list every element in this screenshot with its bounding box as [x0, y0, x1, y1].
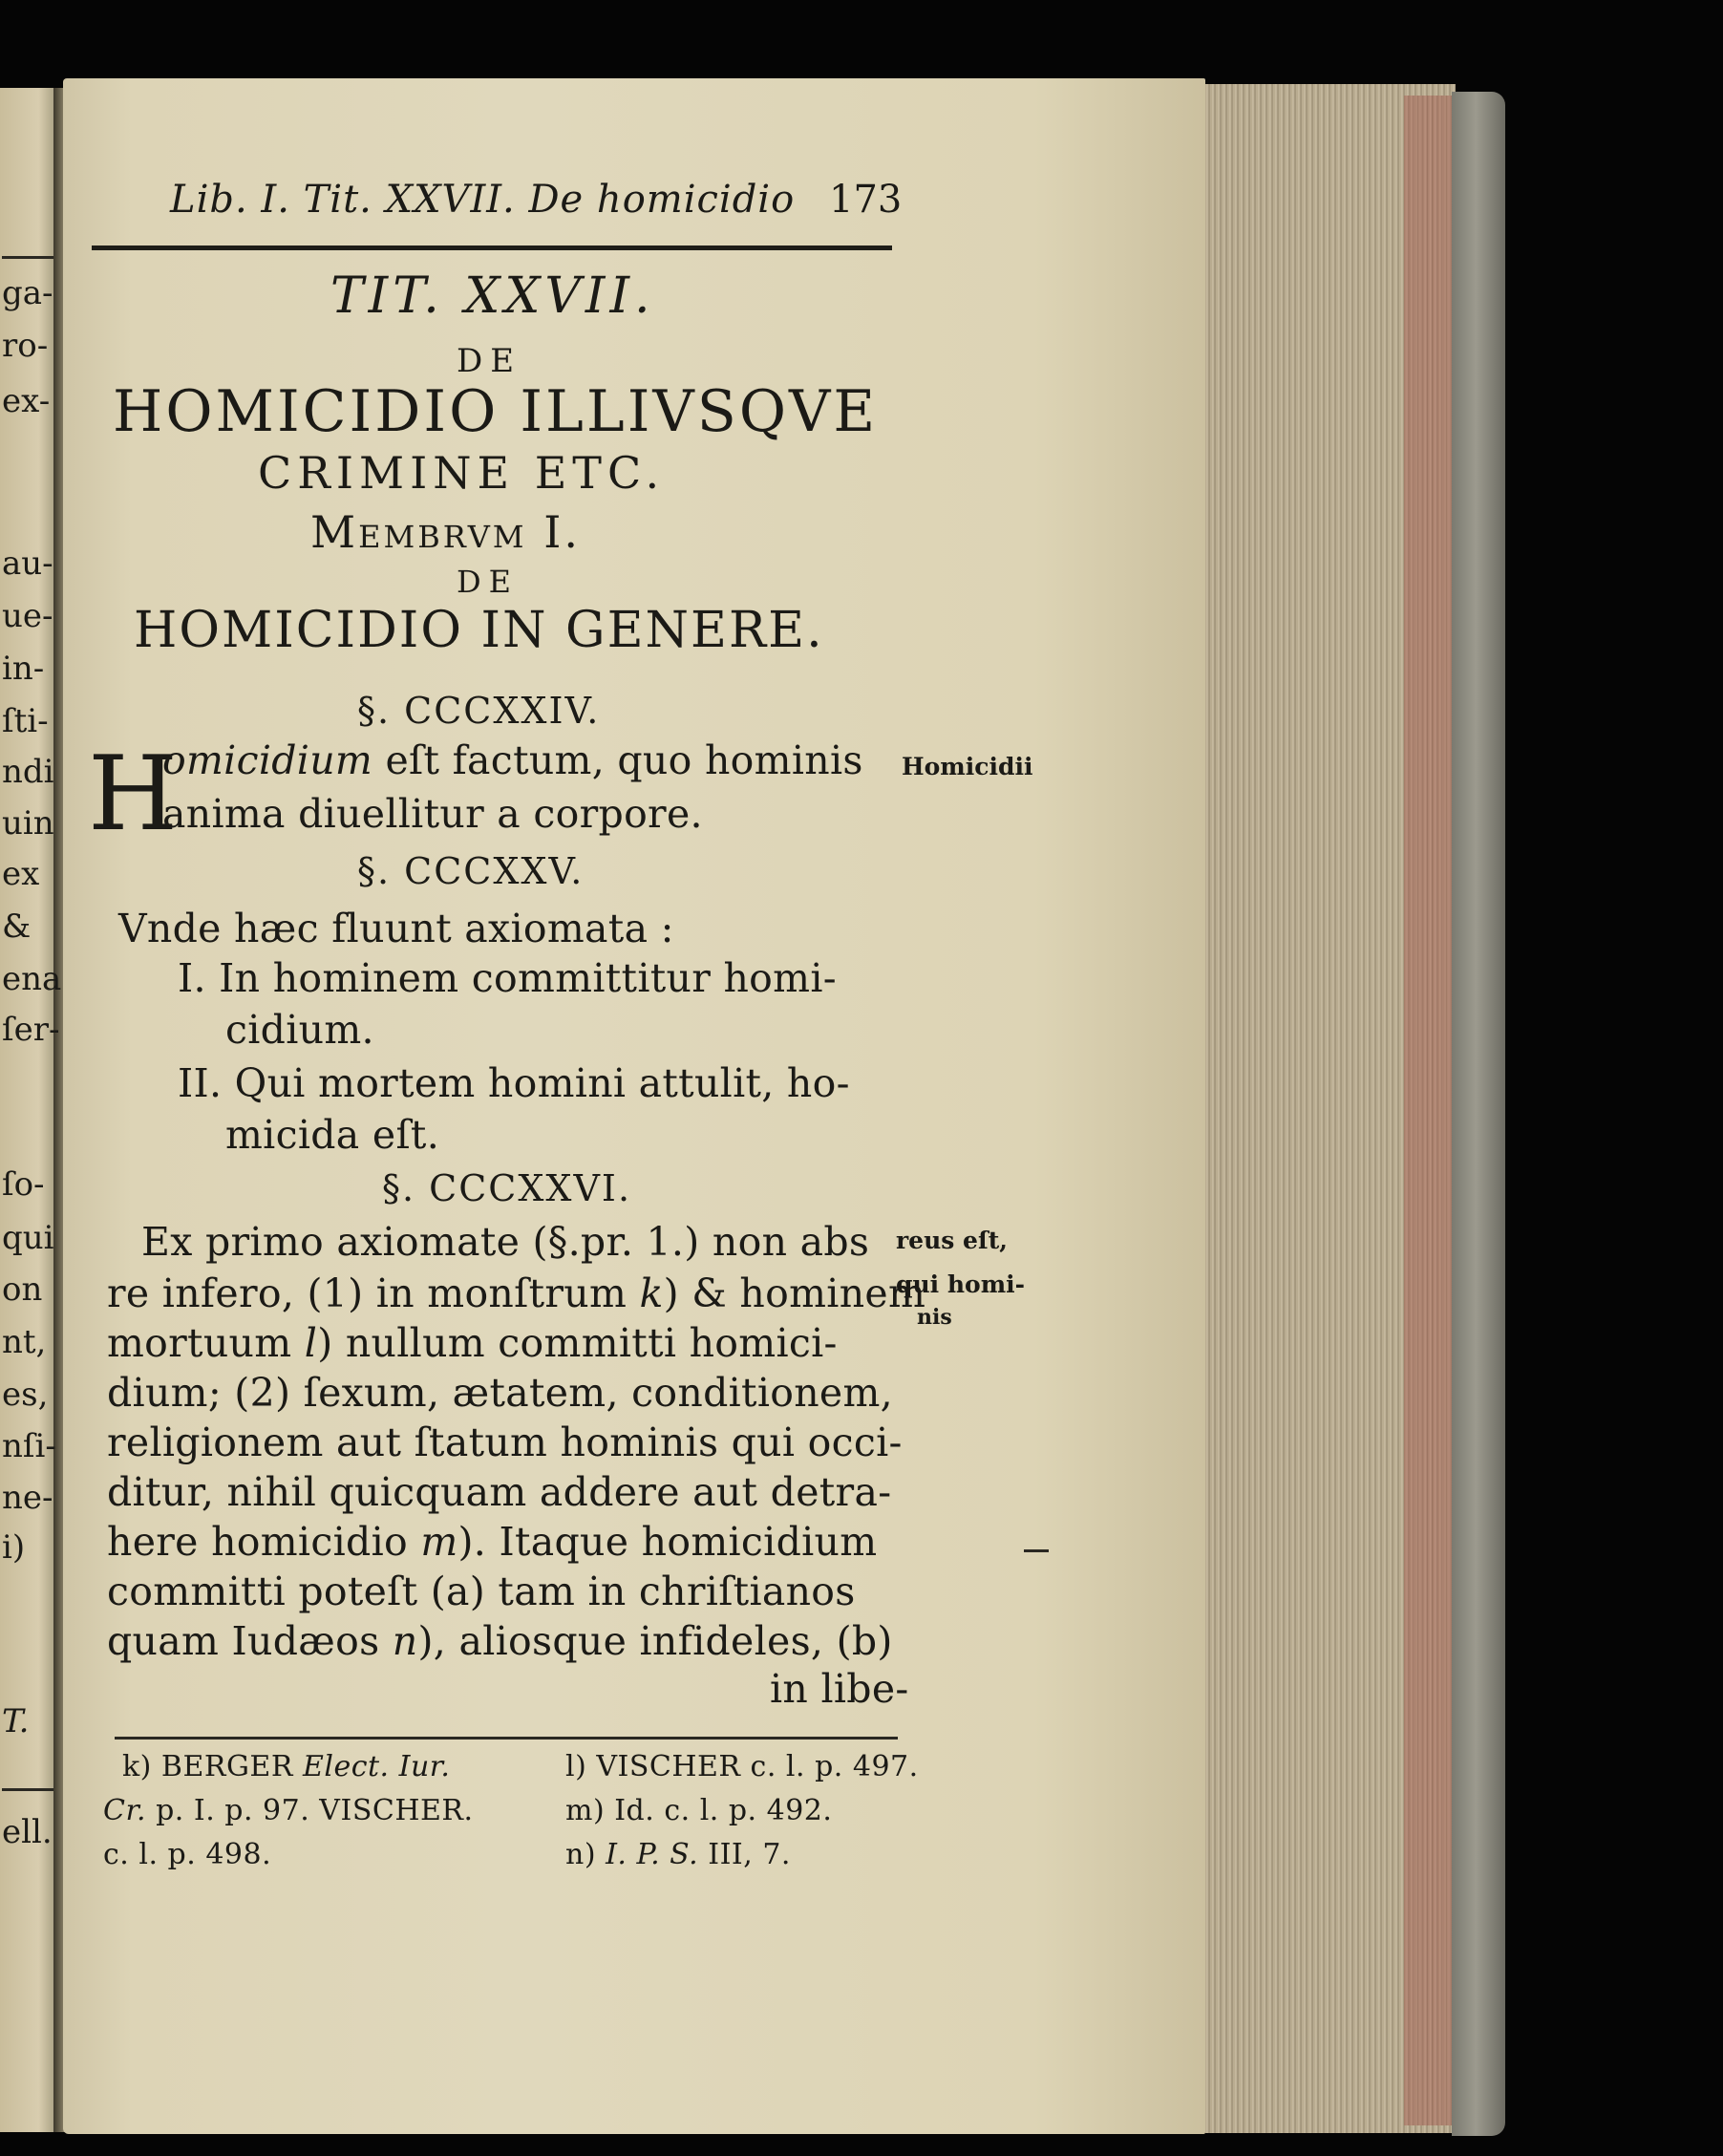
body-text: eſt factum, quo hominis: [385, 737, 863, 783]
footnote-italic: I. P. S.: [606, 1838, 699, 1871]
section-number: §. CCCXXV.: [357, 850, 585, 892]
prev-fragment: ſo-: [2, 1165, 45, 1204]
body-text: ) nullum committi homici-: [317, 1320, 838, 1366]
prev-page-rule: [2, 256, 53, 259]
chapter-title-line-2: CRIMINE ETC.: [258, 447, 666, 499]
body-text: quam Iudæos: [107, 1618, 380, 1664]
footnote-text: l): [565, 1750, 597, 1783]
drop-cap: H: [88, 735, 179, 854]
footnote-text: VISCHER c. l. p. 497.: [596, 1750, 919, 1783]
prev-fragment: nt,: [2, 1323, 47, 1361]
prev-page-rule: [2, 1788, 53, 1791]
prev-fragment: &: [2, 907, 32, 946]
book-cover-edge: [1452, 92, 1505, 2136]
heading-de: DE: [457, 342, 522, 380]
prev-fragment: i): [2, 1528, 26, 1567]
body-line: Vnde hæc fluunt axiomata :: [118, 906, 674, 951]
red-page-edges: [1404, 96, 1452, 2125]
axiom-line: micida eſt.: [225, 1112, 440, 1158]
section-number: §. CCCXXIV.: [357, 690, 601, 732]
footnote-ref: m: [420, 1519, 458, 1565]
footnote-ref: n: [392, 1618, 418, 1664]
prev-fragment: in-: [2, 650, 45, 688]
prev-fragment: ſti-: [2, 702, 49, 740]
body-text: re infero, (1) in monſtrum: [107, 1270, 628, 1316]
footnote-text: p. I. p. 97. VISCHER.: [146, 1794, 474, 1827]
membrum-heading: Membrvm I.: [310, 506, 581, 558]
footnote-line: [565, 1794, 832, 1827]
footnote-text: k) BERGER: [122, 1750, 303, 1783]
prev-fragment: ue-: [2, 597, 53, 635]
body-line: religionem aut ſtatum hominis qui occi-: [107, 1420, 903, 1465]
section-title: HOMICIDIO IN GENERE.: [134, 602, 824, 659]
heading-de-2: DE: [457, 564, 520, 600]
running-title: Lib. I. Tit. XXVII. De homicidio: [170, 178, 796, 222]
body-line: ditur, nihil quicquam addere aut detra-: [107, 1469, 892, 1515]
prev-fragment: ell.: [2, 1813, 53, 1851]
prev-fragment: ex-: [2, 382, 51, 420]
footnote-text: n): [565, 1838, 606, 1871]
body-line: [107, 1618, 893, 1664]
prev-fragment: uin: [2, 804, 54, 843]
footnote-italic: Elect. Iur.: [302, 1750, 451, 1783]
page-number: 173: [829, 178, 903, 222]
section-number: §. CCCXXVI.: [382, 1167, 632, 1209]
footnote-ref: l: [304, 1320, 318, 1366]
body-text: ), aliosque infideles, (b): [417, 1618, 893, 1664]
axiom-line: cidium.: [225, 1007, 374, 1053]
margin-note: reus eſt,: [896, 1227, 1008, 1254]
body-line: dium; (2) ſexum, ætatem, conditionem,: [107, 1370, 894, 1416]
prev-fragment: ſer-: [2, 1011, 60, 1049]
prev-fragment: au-: [2, 544, 53, 583]
body-line: [162, 737, 863, 783]
italic-term: omicidium: [162, 737, 373, 783]
body-text: here homicidio: [107, 1519, 408, 1565]
body-text: ) & hominem: [663, 1270, 926, 1316]
body-line: [107, 1320, 838, 1366]
prev-fragment: T.: [2, 1702, 30, 1740]
body-line: anima diuellitur a corpore.: [162, 791, 703, 837]
margin-note: nis: [917, 1305, 952, 1330]
header-rule: [92, 245, 892, 250]
prev-fragment: nſi-: [2, 1427, 56, 1465]
prev-fragment: ro-: [2, 327, 49, 365]
footnote-text: III, 7.: [698, 1838, 791, 1871]
footnote-line: [565, 1838, 791, 1871]
catchword: in libe-: [770, 1666, 909, 1712]
margin-note: qui homi-: [896, 1270, 1026, 1298]
footnote-italic: Cr.: [103, 1794, 147, 1827]
prev-fragment: qui: [2, 1219, 54, 1257]
footnote-ref: k: [639, 1270, 664, 1316]
prev-fragment: ena: [2, 960, 62, 998]
body-line: [107, 1270, 925, 1316]
body-line: [107, 1519, 877, 1565]
chapter-title: HOMICIDIO ILLIVSQVE: [113, 378, 879, 445]
footnote-line: [122, 1750, 450, 1783]
title-number: TIT. XXVII.: [330, 267, 655, 325]
footnote-line: [103, 1838, 271, 1871]
footnote-rule: [115, 1737, 898, 1740]
footnote-text: Id. c. l. p. 492.: [614, 1794, 833, 1827]
prev-fragment: es,: [2, 1376, 49, 1414]
body-line: Ex primo axiomate (§.pr. 1.) non abs: [141, 1219, 870, 1265]
margin-note: Homicidii: [902, 753, 1033, 780]
footnote-text: m): [565, 1794, 615, 1827]
prev-fragment: ndi: [2, 753, 54, 791]
footnote-text: c. l. p. 498.: [103, 1838, 272, 1871]
footnote-line: [103, 1794, 474, 1827]
body-text: ). Itaque homicidium: [457, 1519, 878, 1565]
prev-fragment: ex: [2, 855, 40, 893]
prev-fragment: ne-: [2, 1479, 53, 1517]
axiom-line: II. Qui mortem homini attulit, ho-: [178, 1060, 850, 1106]
prev-fragment: on: [2, 1270, 43, 1309]
body-text: mortuum: [107, 1320, 292, 1366]
prev-fragment: ga-: [2, 274, 53, 312]
axiom-line: I. In hominem committitur homi-: [178, 955, 837, 1001]
margin-mark: [1024, 1549, 1049, 1552]
footnote-line: [565, 1750, 919, 1783]
body-line: committi poteſt (a) tam in chriſtianos: [107, 1569, 856, 1614]
